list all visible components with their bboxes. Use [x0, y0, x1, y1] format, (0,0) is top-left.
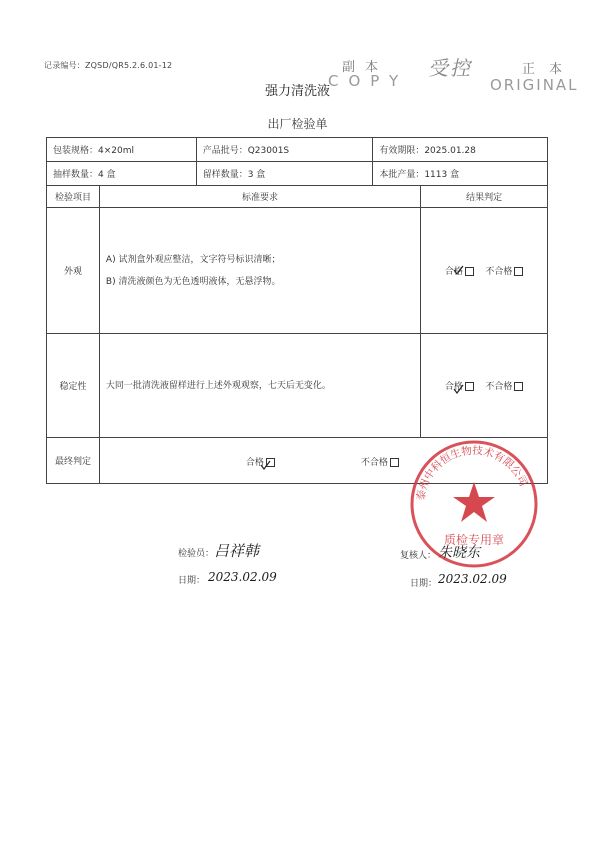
fail-label: 不合格: [360, 457, 388, 468]
reviewer-label: 复核人：: [400, 551, 437, 561]
stability-pass-check-icon: [454, 385, 463, 393]
header-requirement: 标准要求: [99, 186, 420, 208]
sample-value: 4 盒: [98, 170, 116, 180]
stamp-controlled-cn: 受控: [427, 56, 477, 80]
pass-label: 合格: [444, 382, 463, 392]
pass-label: 合格: [444, 267, 463, 277]
stamp-original-en: ORIGINAL: [490, 76, 579, 94]
inspector-date: 2023.02.09: [208, 570, 277, 584]
row-item-label: 稳定性: [47, 334, 100, 438]
seal-center-text: 质检专用章: [443, 533, 505, 547]
pass-label: 合格: [245, 457, 264, 468]
output-label: 本批产量：: [379, 170, 425, 180]
seal-star-icon: [453, 482, 495, 522]
date-label-2: 日期：: [410, 579, 438, 589]
output-value: 1113 盒: [424, 170, 460, 180]
appearance-pass-check-icon: [454, 266, 463, 274]
document-subtitle: 出厂检验单: [267, 117, 328, 131]
inspector-label: 检验员：: [178, 549, 215, 559]
final-label: 最终判定: [47, 438, 100, 484]
fail-label: 不合格: [485, 267, 513, 277]
record-number: 记录编号：ZQSD/QR5.2.6.01-12: [44, 61, 173, 70]
expiry-value: 2025.01.28: [424, 146, 476, 156]
row-item-label: 外观: [47, 208, 100, 334]
final-pass-check-icon: [261, 461, 270, 469]
retain-label: 留样数量：: [202, 170, 248, 180]
stamp-original-cn: 正本: [522, 62, 577, 77]
spec-label: 包装规格：: [53, 146, 99, 156]
stamp-copy-en: COPY: [328, 72, 409, 90]
reviewer-signature: 朱晓东: [438, 545, 480, 561]
stamp-copy-cn: 副本: [342, 60, 389, 75]
date-label-1: 日期：: [178, 576, 206, 586]
spec-value: 4×20ml: [98, 146, 135, 156]
header-result: 结果判定: [421, 186, 548, 208]
expiry-label: 有效期限：: [379, 146, 425, 156]
reviewer-date: 2023.02.09: [438, 572, 507, 586]
requirement-line: B) 清洗液颜色为无色透明液体，无悬浮物。: [105, 276, 281, 287]
sample-label: 抽样数量：: [53, 170, 99, 180]
retain-value: 3 盒: [247, 170, 266, 180]
inspector-signature: 吕祥韩: [214, 542, 260, 560]
requirement-line: A) 试剂盒外观应整洁，文字符号标识清晰；: [105, 254, 281, 265]
seal-ring-text: 泰州中科恒生物技术有限公司: [414, 444, 530, 502]
document-title: 强力清洗液: [264, 84, 330, 99]
batch-value: Q23001S: [247, 146, 290, 156]
batch-label: 产品批号：: [202, 146, 248, 156]
fail-label: 不合格: [485, 382, 513, 392]
header-item: 检验项目: [47, 186, 100, 208]
requirement-line: 大同一批清洗液留样进行上述外观观察，七天后无变化。: [105, 380, 331, 391]
